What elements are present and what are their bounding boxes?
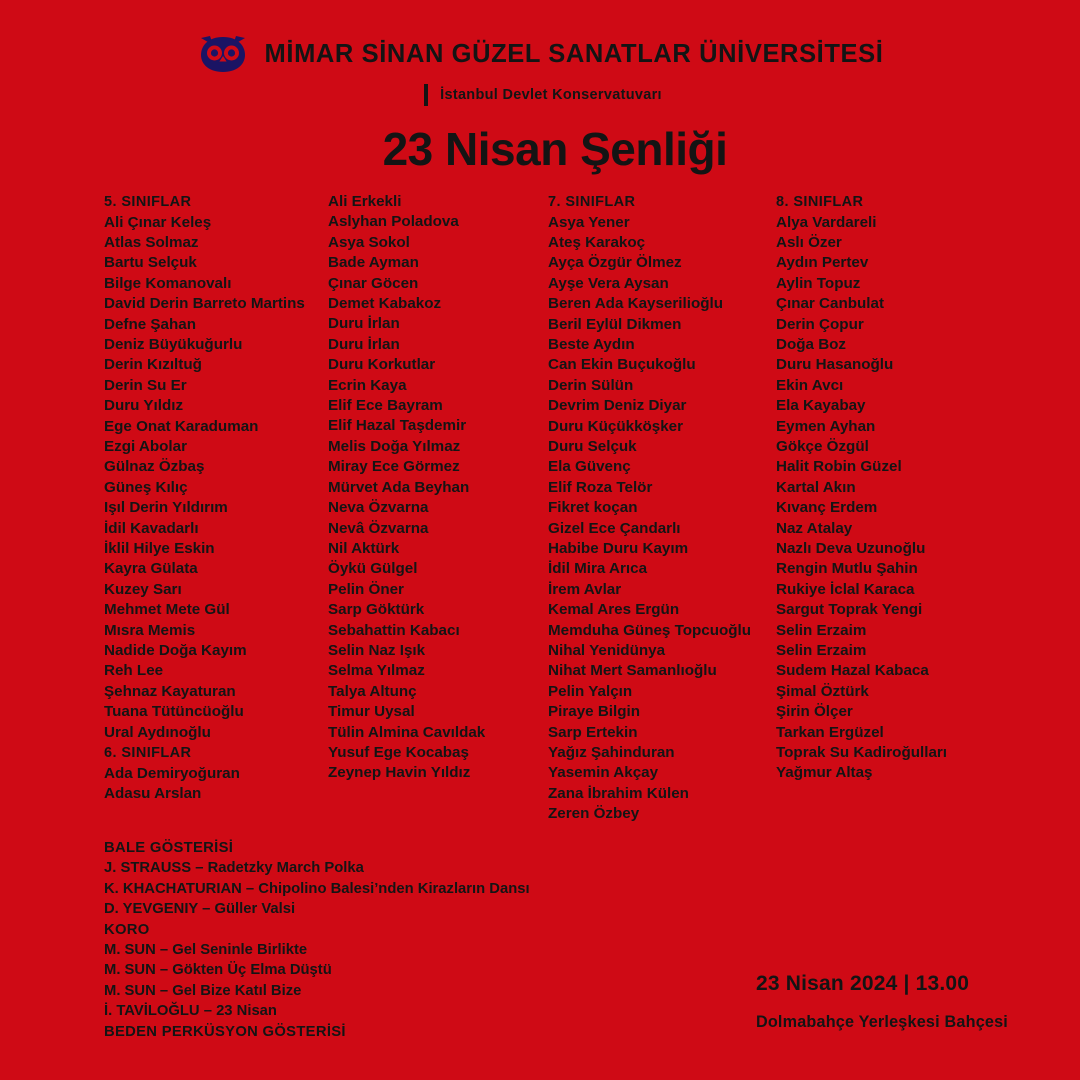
list-item: Kayra Gülata: [104, 560, 198, 578]
list-item: Nevâ Özvarna: [328, 519, 429, 537]
list-item: Mürvet Ada Beyhan: [328, 478, 470, 496]
list-item: Yağız Şahinduran: [548, 744, 675, 762]
program-item: İ. TAVİLOĞLU – 23 Nisan: [104, 1003, 277, 1020]
list-item: İdil Mira Arıca: [548, 560, 648, 578]
list-item: Rengin Mutlu Şahin: [776, 560, 918, 578]
group-heading-8: 8. SINIFLAR: [776, 194, 864, 210]
list-item: Nil Aktürk: [328, 539, 400, 557]
list-item: Eymen Ayhan: [776, 417, 876, 435]
name-columns: [0, 192, 1080, 825]
university-name: MİMAR SİNAN GÜZEL SANATLAR ÜNİVERSİTESİ: [264, 39, 884, 68]
list-item: Selin Naz Işık: [328, 641, 426, 659]
column-2: [328, 192, 548, 825]
list-item: Mehmet Mete Gül: [104, 601, 230, 619]
program-list: [104, 838, 664, 1042]
list-item: Duru İrlan: [328, 335, 400, 353]
list-item: Beril Eylül Dikmen: [548, 315, 682, 333]
list-item: Güneş Kılıç: [104, 478, 188, 496]
list-item: Ayşe Vera Aysan: [548, 274, 669, 292]
list-item: Beste Aydın: [548, 335, 635, 353]
list-item: Toprak Su Kadiroğulları: [776, 744, 948, 762]
list-item: Mısra Memis: [104, 621, 196, 639]
list-item: Duru Yıldız: [104, 397, 184, 415]
list-item: Tülin Almina Cavıldak: [328, 723, 486, 741]
list-item: Zeynep Havin Yıldız: [328, 764, 471, 782]
list-item: Derin Kızıltuğ: [104, 356, 202, 374]
list-item: Nazlı Deva Uzunoğlu: [776, 540, 926, 557]
list-item: Tarkan Ergüzel: [776, 723, 884, 741]
poster-header: [0, 0, 1080, 176]
list-item: Memduha Güneş Topcuoğlu: [548, 621, 752, 639]
list-item: Kıvanç Erdem: [776, 499, 878, 517]
list-item: Nihat Mert Samanlıoğlu: [548, 662, 717, 680]
list-item: Atlas Solmaz: [104, 233, 199, 251]
program-heading: BALE GÖSTERİSİ: [104, 840, 234, 856]
list-item: Derin Su Er: [104, 376, 187, 394]
column-1: [104, 192, 328, 825]
list-item: Rukiye İclal Karaca: [776, 580, 915, 598]
list-item: Elif Hazal Taşdemir: [328, 417, 467, 435]
list-item: Zeren Özbey: [548, 805, 640, 823]
list-item: Demet Kabakoz: [328, 295, 442, 313]
list-item: Sargut Toprak Yengi: [776, 601, 923, 619]
group-heading-5: 5. SINIFLAR: [104, 194, 192, 210]
list-item: Bartu Selçuk: [104, 254, 197, 272]
list-item: Yasemin Akçay: [548, 764, 659, 782]
list-item: Piraye Bilgin: [548, 703, 641, 721]
list-item: Ela Kayabay: [776, 397, 866, 415]
list-item: Çınar Canbulat: [776, 295, 885, 313]
brand-row: [197, 34, 884, 74]
list-item: Yağmur Altaş: [776, 764, 873, 782]
program-heading: BEDEN PERKÜSYON GÖSTERİSİ: [104, 1023, 346, 1040]
list-item: Derin Sülün: [548, 376, 634, 394]
list-item: Fikret koçan: [548, 499, 638, 517]
list-item: Kuzey Sarı: [104, 580, 182, 598]
list-item: Ela Güvenç: [548, 458, 631, 476]
list-item: Ural Aydınoğlu: [104, 723, 211, 741]
list-item: Ali Çınar Keleş: [104, 213, 212, 231]
divider-bar: [424, 84, 428, 106]
list-item: Ateş Karakoç: [548, 233, 646, 251]
list-item: Duru Hasanoğlu: [776, 356, 894, 374]
list-item: Neva Özvarna: [328, 499, 429, 517]
list-item: Timur Uysal: [328, 703, 415, 721]
list-item: David Derin Barreto Martins: [104, 295, 305, 313]
list-item: Gökçe Özgül: [776, 437, 869, 455]
owl-icon: [197, 34, 249, 74]
list-item: Elif Ece Bayram: [328, 397, 443, 415]
list-item: Sarp Göktürk: [328, 601, 425, 619]
group-heading-6: 6. SINIFLAR: [104, 745, 192, 762]
program-item: M. SUN – Gökten Üç Elma Düştü: [104, 962, 332, 979]
list-item: Asya Yener: [548, 213, 630, 231]
list-item: Selin Erzaim: [776, 642, 867, 660]
list-item: Çınar Göcen: [328, 274, 419, 292]
column-3: [548, 192, 776, 825]
program-item: J. STRAUSS – Radetzky March Polka: [104, 860, 364, 877]
event-info: [756, 972, 1008, 1032]
list-item: Duru İrlan: [328, 315, 400, 333]
list-item: Miray Ece Görmez: [328, 458, 460, 476]
list-item: Ali Erkekli: [328, 193, 402, 210]
program-item: M. SUN – Gel Bize Katıl Bize: [104, 982, 302, 999]
list-item: Bade Ayman: [328, 254, 419, 272]
list-item: Gizel Ece Çandarlı: [548, 519, 681, 537]
group-heading-7: 7. SINIFLAR: [548, 194, 636, 210]
list-item: Şirin Ölçer: [776, 703, 853, 721]
list-item: Yusuf Ege Kocabaş: [328, 743, 469, 761]
list-item: Elif Roza Telör: [548, 478, 653, 496]
list-item: Duru Korkutlar: [328, 356, 436, 374]
event-date: 23 Nisan 2024 | 13.00: [755, 972, 970, 995]
list-item: Devrim Deniz Diyar: [548, 397, 687, 415]
list-item: Reh Lee: [104, 662, 164, 680]
list-item: Ecrin Kaya: [328, 376, 407, 394]
list-item: Öykü Gülgel: [328, 560, 418, 578]
list-item: Bilge Komanovalı: [104, 274, 232, 292]
list-item: Aslyhan Poladova: [328, 213, 459, 231]
page-title: 23 Nisan Şenliği: [382, 123, 728, 175]
list-item: Nadide Doğa Kayım: [104, 642, 247, 660]
list-item: Beren Ada Kayserilioğlu: [548, 295, 723, 313]
list-item: Deniz Büyükuğurlu: [104, 335, 243, 353]
list-item: Ege Onat Karaduman: [104, 417, 259, 435]
list-item: Ekin Avcı: [776, 376, 844, 394]
list-item: Sudem Hazal Kabaca: [776, 662, 929, 680]
list-item: Naz Atalay: [776, 519, 853, 537]
list-item: Pelin Yalçın: [548, 682, 633, 700]
list-item: Alya Vardareli: [776, 213, 877, 231]
list-item: Kartal Akın: [776, 478, 856, 496]
list-item: İdil Kavadarlı: [104, 519, 199, 537]
list-item: Pelin Öner: [328, 580, 404, 598]
list-item: Doğa Boz: [776, 335, 847, 353]
list-item: Ayça Özgür Ölmez: [548, 254, 682, 272]
list-item: Habibe Duru Kayım: [548, 540, 689, 557]
list-item: Halit Robin Güzel: [776, 458, 902, 476]
column-4: [776, 192, 1006, 825]
list-item: Şehnaz Kayaturan: [104, 682, 236, 700]
department-name: İstanbul Devlet Konservatuvarı: [440, 87, 662, 103]
list-item: Selma Yılmaz: [328, 662, 425, 680]
list-item: Duru Küçükköşker: [548, 417, 684, 435]
program-item: M. SUN – Gel Seninle Birlikte: [104, 942, 308, 959]
list-item: Ezgi Abolar: [104, 437, 187, 455]
list-item: Zana İbrahim Külen: [548, 784, 689, 802]
list-item: Duru Selçuk: [548, 437, 637, 455]
list-item: Derin Çopur: [776, 315, 864, 333]
list-item: Talya Altunç: [328, 682, 417, 700]
program-heading: KORO: [104, 921, 150, 938]
department-row: [424, 84, 662, 106]
list-item: Melis Doğa Yılmaz: [328, 437, 461, 455]
list-item: Adasu Arslan: [104, 784, 202, 802]
list-item: Can Ekin Buçukoğlu: [548, 356, 696, 374]
list-item: Sarp Ertekin: [548, 723, 638, 741]
list-item: Gülnaz Özbaş: [104, 458, 205, 476]
list-item: Işıl Derin Yıldırım: [104, 499, 228, 517]
list-item: Sebahattin Kabacı: [328, 621, 460, 639]
list-item: İklil Hilye Eskin: [104, 540, 215, 557]
list-item: Asya Sokol: [328, 233, 410, 251]
list-item: Şimal Öztürk: [776, 682, 869, 700]
list-item: Ada Demiryoğuran: [104, 764, 240, 782]
list-item: Aylin Topuz: [776, 274, 861, 292]
list-item: Nihal Yenidünya: [548, 642, 666, 660]
list-item: Kemal Ares Ergün: [548, 601, 680, 619]
list-item: Aslı Özer: [776, 233, 842, 251]
list-item: İrem Avlar: [548, 580, 622, 598]
list-item: Defne Şahan: [104, 315, 196, 333]
event-venue: Dolmabahçe Yerleşkesi Bahçesi: [755, 1013, 1008, 1031]
list-item: Tuana Tütüncüoğlu: [104, 703, 244, 721]
program-item: K. KHACHATURIAN – Chipolino Balesi’nden Kirazların Dansı: [104, 880, 530, 897]
program-item: D. YEVGENIY – Güller Valsi: [104, 901, 296, 918]
list-item: Selin Erzaim: [776, 621, 867, 639]
list-item: Aydın Pertev: [776, 254, 869, 272]
